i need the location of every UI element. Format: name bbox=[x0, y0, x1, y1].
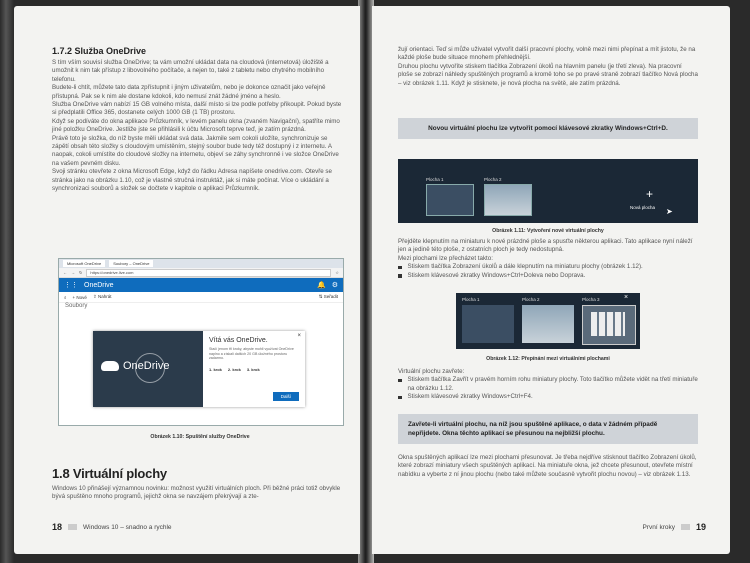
bullet-icon bbox=[398, 266, 402, 270]
back-icon[interactable]: ← bbox=[63, 270, 67, 275]
plus-icon[interactable]: + bbox=[646, 187, 654, 201]
chapter-intro: Windows 10 přinášejí významnou novinku: možnost využití virtuálních ploch. Při běžné práci totiž obvykle bývá spuštěno mnoho programů, jejichž okna se navzájem překrývají a zte- bbox=[52, 485, 341, 501]
forward-icon[interactable]: → bbox=[71, 270, 75, 275]
new-desktop-button[interactable]: Nová plocha bbox=[630, 205, 656, 210]
browser-tab[interactable]: Microsoft OneDrive bbox=[63, 260, 105, 267]
tip-box: Zavřete-li virtuální plochu, na níž jsou spuštěné aplikace, o data v žádném případě nepřijdete. Okna těchto aplikací se přesunou na nejbližší plochu. bbox=[398, 414, 698, 444]
paragraph: Služba OneDrive vám nabízí 15 GB volného místa, další místo si lze podle potřeby přikoupit. Pokud byste si předplatili Office 365, dostanete celých 1000 GB (1 TB) prostoru. bbox=[52, 101, 342, 117]
paragraph: Virtuální plochu zavřete: bbox=[398, 368, 465, 375]
paragraph: Budete-li chtít, můžete tato data zpřístupnit i jiným uživatelům, nebo je dokonce označit jako veřejně přístupná. Pak se k nim ale dostane kdokoli, kdo nemusí znát žádné jméno a heslo. bbox=[52, 84, 326, 100]
onedrive-promo-image bbox=[93, 331, 203, 407]
thumb-label: Plocha 1 bbox=[462, 297, 480, 302]
app-launcher-icon[interactable]: ⋮⋮ bbox=[64, 282, 78, 289]
cursor-icon: ➤ bbox=[666, 207, 673, 216]
paragraph: Právě toto je složka, do níž byste měli ukládat svá data. Jakmile sem cokoli uložíte, synchronizuje se zápětí obsah této složky s cloudovým umístěním, stejný soubor bude tedy též dostupný i z internetu. A naopak, cokoli umístíte do cloudové složky na internetu, objeví se záhy synchronně i ve složce OneDrive na vašem pevném disku. bbox=[52, 134, 339, 167]
step-2: 2. krok bbox=[227, 366, 241, 372]
right-text-block-4 bbox=[398, 454, 698, 479]
step-list bbox=[209, 367, 299, 372]
command-bar bbox=[59, 292, 343, 303]
right-text-block-2 bbox=[398, 238, 698, 280]
footer-marker bbox=[68, 524, 77, 530]
step-1: 1. krok bbox=[209, 366, 222, 372]
thumb-label: Plocha 2 bbox=[522, 297, 540, 302]
thumb-label: Plocha 3 bbox=[582, 297, 600, 302]
page-number: 18 bbox=[52, 522, 63, 532]
tip-box: Novou virtuální plochu lze vytvořit pomocí klávesové zkratky Windows+Ctrl+D. bbox=[398, 118, 698, 139]
desktop-thumbnail[interactable] bbox=[462, 305, 514, 343]
onedrive-logo-text: OneDrive bbox=[123, 360, 170, 372]
running-title: První kroky bbox=[642, 523, 675, 531]
step-3: 3. krok bbox=[246, 366, 260, 372]
paragraph: Mezi plochami lze přecházet takto: bbox=[398, 254, 493, 262]
paragraph: Přejděte klepnutím na miniaturu k nové prázdné ploše a spusťte některou aplikaci. Tato aplikace nyní náleží jen a jedině této ploše, z ostatních ploch je tedy nedostupná. bbox=[398, 238, 693, 254]
paragraph: Svoji stránku otevřete z okna Microsoft Edge, když do řádku Adresa napíšete onedrive.com. Otevře se stránka jako na obrázku 1.10, což je vlastně stručná instruktáž, jak si máte počínat. Více o ukládání a synchronizaci souborů a složek se dočtete v kapitole o aplikaci Průzkumník. bbox=[52, 168, 332, 193]
close-icon[interactable]: × bbox=[624, 294, 629, 301]
upload-button[interactable]: ⇪ Nahrát bbox=[92, 294, 112, 299]
new-button[interactable]: + Nové bbox=[72, 294, 87, 300]
start-menu-tiles bbox=[591, 312, 625, 336]
left-page bbox=[14, 6, 360, 554]
files-heading: Soubory bbox=[65, 303, 88, 309]
paragraph: Okna spuštěných aplikací lze mezi plochami přesunovat. Je třeba nejdříve stisknout tlačítko Zobrazení úkolů, které zobrazí miniatury všech spuštěných aplikací. Na miniatuře okna, jež chcete přesunout, otevřete místní nabídku a vyberte z ní jinou plochu (nebo také můžete současně vytvořit plochu novou) – viz obrázek 1.13. bbox=[398, 454, 697, 478]
bullet-item: Stiskem klávesové zkratky Windows+Ctrl+Doleva nebo Doprava. bbox=[398, 272, 698, 280]
welcome-dialog bbox=[93, 331, 305, 407]
desktop-thumbnail[interactable] bbox=[484, 184, 532, 216]
paragraph: S tím vším souvisí služba OneDrive; ta vám umožní ukládat data na cloudová (internetová) úložiště a umožnit k nim tak přístup z libovolného počítače, a nejen to, také z tabletu nebo chytrého mobilního telefonu. bbox=[52, 59, 329, 83]
dialog-text: Stačí jenom tři kroky, abyste mohli využívat OneDrive naplno a získali dalších 20 GB úložného prostoru zadarmo. bbox=[209, 347, 294, 361]
dialog-title: Vítá vás OneDrive. bbox=[209, 337, 268, 344]
browser-tabbar bbox=[59, 259, 343, 268]
onedrive-title: OneDrive bbox=[84, 281, 114, 289]
gear-icon[interactable]: ⚙ bbox=[331, 282, 338, 289]
browser-tab[interactable]: Soubory – OneDrive bbox=[109, 260, 153, 267]
paragraph: Když se podíváte do okna aplikace Průzkumník, v levém panelu okna (zvaném Navigační), spatříte mimo jiné položku OneDrive. Jestliže jste se přihlásili k účtu Microsoft teprve teď, je zatím prázdná. bbox=[52, 117, 340, 134]
bullet-icon bbox=[398, 379, 402, 383]
chapter-block bbox=[52, 466, 342, 502]
task-view-screenshot bbox=[398, 159, 698, 223]
onedrive-header bbox=[59, 278, 343, 292]
right-text-block bbox=[398, 46, 698, 88]
desktop-thumbnail[interactable] bbox=[426, 184, 474, 216]
figure-caption: Obrázek 1.10: Spuštění služby OneDrive bbox=[150, 434, 250, 440]
chapter-heading: 1.8 Virtuální plochy bbox=[52, 466, 167, 481]
section-heading: 1.7.2 Služba OneDrive bbox=[52, 46, 147, 56]
switch-desktop-screenshot bbox=[456, 293, 640, 349]
right-footer bbox=[642, 522, 706, 532]
footer-marker bbox=[681, 524, 690, 530]
desktop-thumbnail[interactable] bbox=[582, 305, 636, 345]
url-field[interactable]: https://onedrive.live.com bbox=[86, 269, 331, 277]
bullet-icon bbox=[398, 396, 402, 400]
close-icon[interactable]: × bbox=[297, 333, 301, 339]
favorites-icon[interactable]: ☆ bbox=[335, 270, 339, 275]
right-text-block-3 bbox=[398, 368, 698, 402]
next-button[interactable]: Další bbox=[273, 392, 299, 401]
figure-caption: Obrázek 1.11: Vytvoření nové virtuální plochy bbox=[492, 228, 604, 234]
thumb-label: Plocha 1 bbox=[426, 177, 444, 182]
left-text-block bbox=[52, 46, 342, 194]
left-footer bbox=[52, 522, 172, 532]
refresh-icon[interactable]: ↻ bbox=[79, 270, 83, 275]
bell-icon[interactable]: 🔔 bbox=[317, 282, 326, 289]
paragraph: žují orientaci. Teď si může uživatel vytvořit další pracovní plochy, volně mezi nimi přepínat a mít jistotu, že na každé ploše bude situace mnohem přehlednější. bbox=[398, 46, 696, 62]
running-title: Windows 10 – snadno a rychle bbox=[83, 523, 172, 531]
page-number: 19 bbox=[695, 522, 706, 532]
right-page bbox=[372, 6, 730, 554]
sort-button[interactable]: ⇅ Seřadit bbox=[318, 294, 338, 299]
bullet-item: Stiskem tlačítka Zobrazení úkolů a dále klepnutím na miniaturu plochy (obrázek 1.12). bbox=[398, 263, 698, 271]
figure-caption: Obrázek 1.12: Přepínání mezi virtuálními plochami bbox=[486, 356, 610, 362]
search-icon[interactable]: ⌕ bbox=[64, 294, 67, 300]
cloud-icon bbox=[101, 361, 119, 371]
desktop-thumbnail[interactable] bbox=[522, 305, 574, 343]
onedrive-screenshot bbox=[58, 258, 344, 426]
bullet-item: Stiskem tlačítka Zavřít v pravém horním rohu miniatury plochy. Toto tlačítko můžete vidět na třetí miniatuře na obrázku 1.12. bbox=[398, 376, 698, 393]
bullet-item: Stiskem klávesové zkratky Windows+Ctrl+F4. bbox=[398, 393, 698, 401]
thumb-label: Plocha 2 bbox=[484, 177, 502, 182]
play-circle-icon[interactable] bbox=[135, 353, 165, 383]
address-bar bbox=[59, 268, 343, 278]
paragraph: Druhou plochu vytvoříte stiskem tlačítka Zobrazení úkolů na hlavním panelu (je třetí zleva). Na pracovní ploše se zobrazí náhledy spuštěných programů a kromě toho se po pravé straně zobrazí tlačítko Nová plocha – viz obrázek 1.11. Když je stisknete, je nová plocha na světě, ale zatím prázdná. bbox=[398, 62, 698, 87]
bullet-icon bbox=[398, 274, 402, 278]
